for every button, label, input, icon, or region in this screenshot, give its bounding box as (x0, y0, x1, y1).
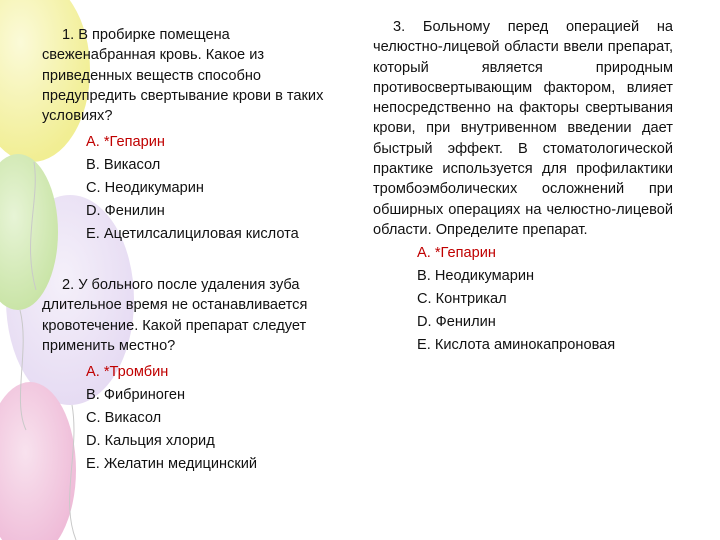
answer-list (42, 132, 342, 244)
answer-option: А. *Гепарин (417, 245, 496, 262)
answer-option: Е. Кислота аминокапроновая (417, 336, 616, 353)
question-1 (42, 25, 342, 244)
question-2 (42, 275, 342, 474)
answer-option: С. Викасол (86, 409, 162, 426)
question-spacer (42, 247, 342, 275)
answer-option: D. Фенилин (86, 203, 165, 220)
answer-option: В. Неодикумарин (417, 268, 535, 285)
answer-option: D. Кальция хлорид (86, 432, 215, 449)
answer-option: Е. Ацетилсалициловая кислота (86, 226, 299, 243)
answer-option: В. Фибриноген (86, 387, 186, 404)
right-column (373, 17, 673, 358)
answer-option: С. Неодикумарин (86, 180, 204, 197)
answer-option: Е. Желатин медицинский (86, 455, 258, 472)
answer-list (373, 243, 673, 355)
answer-option: С. Контрикал (417, 291, 507, 308)
answer-option: D. Фенилин (417, 313, 496, 330)
question-text: 1. В пробирке помещена свеженабранная кровь. Какое из приведенных веществ способно предупредить свертывание крови в таких условиях? (42, 27, 324, 125)
answer-option: А. *Тромбин (86, 364, 169, 381)
question-text: 3. Больному перед операцией на челюстно-лицевой области ввели препарат, который является природным противосвертывающим фактором, влияет непосредственно на факторы свертывания крови, при внутривенном введении дает быстрый эффект. В стоматологической практике используется для профилактики тромбоэмболических осложнений при обширных операциях на челюстно-лицевой области. Определите препарат. (373, 19, 673, 238)
answer-option: В. Викасол (86, 157, 161, 174)
answer-list (42, 362, 342, 474)
question-text: 2. У больного после удаления зуба длительное время не останавливается кровотечение. Какой препарат следует применить местно? (42, 276, 308, 354)
answer-option: А. *Гепарин (86, 134, 165, 151)
left-column (42, 25, 342, 477)
question-3 (373, 17, 673, 355)
